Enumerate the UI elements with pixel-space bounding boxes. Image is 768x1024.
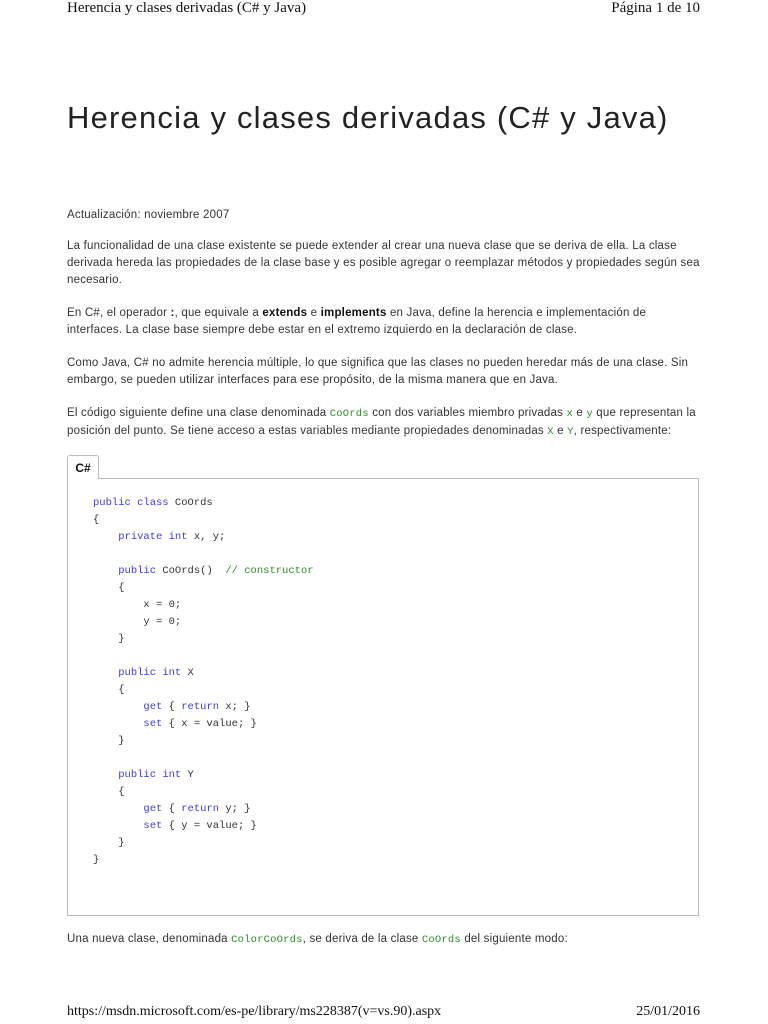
- code-token: get: [143, 701, 163, 713]
- code-token: public int: [118, 667, 182, 679]
- implements-keyword: implements: [320, 307, 387, 319]
- code-line: [93, 716, 314, 733]
- paragraph-coords-description: El código siguiente define una clase denominada CoOrds con dos variables miembro privadas x e y que representan la posición del punto. Se tiene acceso a estas variables mediante propiedades denominadas X e Y, respectivamente:: [67, 407, 696, 438]
- code-line: [93, 801, 314, 818]
- inline-code-X: X: [547, 426, 554, 438]
- code-token: // constructor: [225, 565, 314, 577]
- code-line: [93, 699, 314, 716]
- code-token: [93, 701, 143, 713]
- code-token: {: [93, 514, 100, 526]
- code-token: }: [93, 837, 125, 849]
- code-line: [93, 784, 314, 801]
- code-line: [93, 733, 314, 750]
- code-line: [93, 682, 314, 699]
- extends-keyword: extends: [262, 307, 308, 319]
- update-date: Actualización: noviembre 2007: [67, 209, 230, 221]
- code-token: {: [93, 786, 125, 798]
- code-token: x; }: [219, 701, 251, 713]
- code-line: [93, 495, 314, 512]
- code-token: }: [93, 633, 125, 645]
- code-line: [93, 767, 314, 784]
- inline-code-x: x: [566, 408, 573, 420]
- code-token: Y: [181, 769, 194, 781]
- code-token: [93, 769, 118, 781]
- page-title: Herencia y clases derivadas (C# y Java): [67, 100, 669, 135]
- code-lines: [93, 495, 314, 869]
- inline-code-Y: Y: [567, 426, 574, 438]
- code-token: y = 0;: [93, 616, 182, 628]
- colon-operator: :: [170, 307, 175, 319]
- code-line: [93, 529, 314, 546]
- code-token: set: [143, 718, 163, 730]
- code-line: [93, 546, 314, 563]
- code-line: [93, 818, 314, 835]
- code-token: get: [143, 803, 163, 815]
- code-line: [93, 580, 314, 597]
- code-token: return: [181, 803, 220, 815]
- code-token: [93, 565, 118, 577]
- code-token: {: [93, 582, 125, 594]
- code-token: CoOrds: [168, 497, 213, 509]
- code-token: x, y;: [187, 531, 226, 543]
- inline-code-colorcoords: ColorCoOrds: [231, 934, 303, 946]
- code-token: CoOrds(): [156, 565, 226, 577]
- code-line: [93, 512, 314, 529]
- paragraph-multiple-inheritance: Como Java, C# no admite herencia múltiple, lo que significa que las clases no pueden heredar más de una clase. Sin embargo, se pueden utilizar interfaces para ese propósito, de la misma manera que en Java.: [67, 357, 689, 386]
- code-token: [93, 820, 143, 832]
- code-token: return: [181, 701, 220, 713]
- code-line: [93, 665, 314, 682]
- code-line: [93, 852, 314, 869]
- code-token: {: [93, 684, 125, 696]
- code-line: [93, 597, 314, 614]
- code-block: [67, 478, 699, 916]
- code-token: public: [118, 565, 157, 577]
- code-token: public int: [118, 769, 182, 781]
- code-line: [93, 648, 314, 665]
- tab-csharp[interactable]: C#: [67, 455, 99, 479]
- inline-code-coords: CoOrds: [329, 408, 369, 420]
- code-token: X: [181, 667, 194, 679]
- code-line: [93, 835, 314, 852]
- code-token: [93, 803, 143, 815]
- code-line: [93, 563, 314, 580]
- code-token: set: [143, 820, 163, 832]
- print-footer-date: 25/01/2016: [636, 1004, 700, 1019]
- paragraph-intro: La funcionalidad de una clase existente se puede extender al crear una nueva clase que se deriva de ella. La clase derivada hereda las propiedades de la clase base y es posible agregar o reemplazar métodos y propiedades según sea necesario.: [67, 240, 700, 286]
- code-token: private int: [118, 531, 188, 543]
- code-token: }: [93, 854, 100, 866]
- print-footer-url: https://msdn.microsoft.com/es-pe/library/ms228387(v=vs.90).aspx: [67, 1004, 442, 1019]
- print-header: [67, 0, 700, 26]
- inline-code-y: y: [586, 408, 593, 420]
- code-token: public class: [93, 497, 169, 509]
- print-footer: [67, 1004, 700, 1020]
- code-line: [93, 750, 314, 767]
- code-token: { y = value; }: [162, 820, 257, 832]
- code-line: [93, 614, 314, 631]
- code-token: [93, 718, 143, 730]
- print-header-title: Herencia y clases derivadas (C# y Java): [67, 0, 307, 16]
- code-token: [93, 531, 118, 543]
- code-token: {: [162, 701, 182, 713]
- code-token: x = 0;: [93, 599, 182, 611]
- paragraph-colorcoords: Una nueva clase, denominada ColorCoOrds, se deriva de la clase CoOrds del siguiente modo:: [67, 933, 568, 946]
- code-token: { x = value; }: [162, 718, 257, 730]
- code-token: }: [93, 735, 125, 747]
- print-header-page-number: Página 1 de 10: [611, 0, 700, 16]
- code-token: y; }: [219, 803, 251, 815]
- paragraph-operator: En C#, el operador :, que equivale a extends e implements en Java, define la herencia e implementación de interfaces. La clase base siempre debe estar en el extremo izquierdo en la declaración de clase.: [67, 307, 647, 336]
- code-token: {: [162, 803, 182, 815]
- inline-code-coords-2: CoOrds: [421, 934, 461, 946]
- code-line: [93, 631, 314, 648]
- code-token: [93, 667, 118, 679]
